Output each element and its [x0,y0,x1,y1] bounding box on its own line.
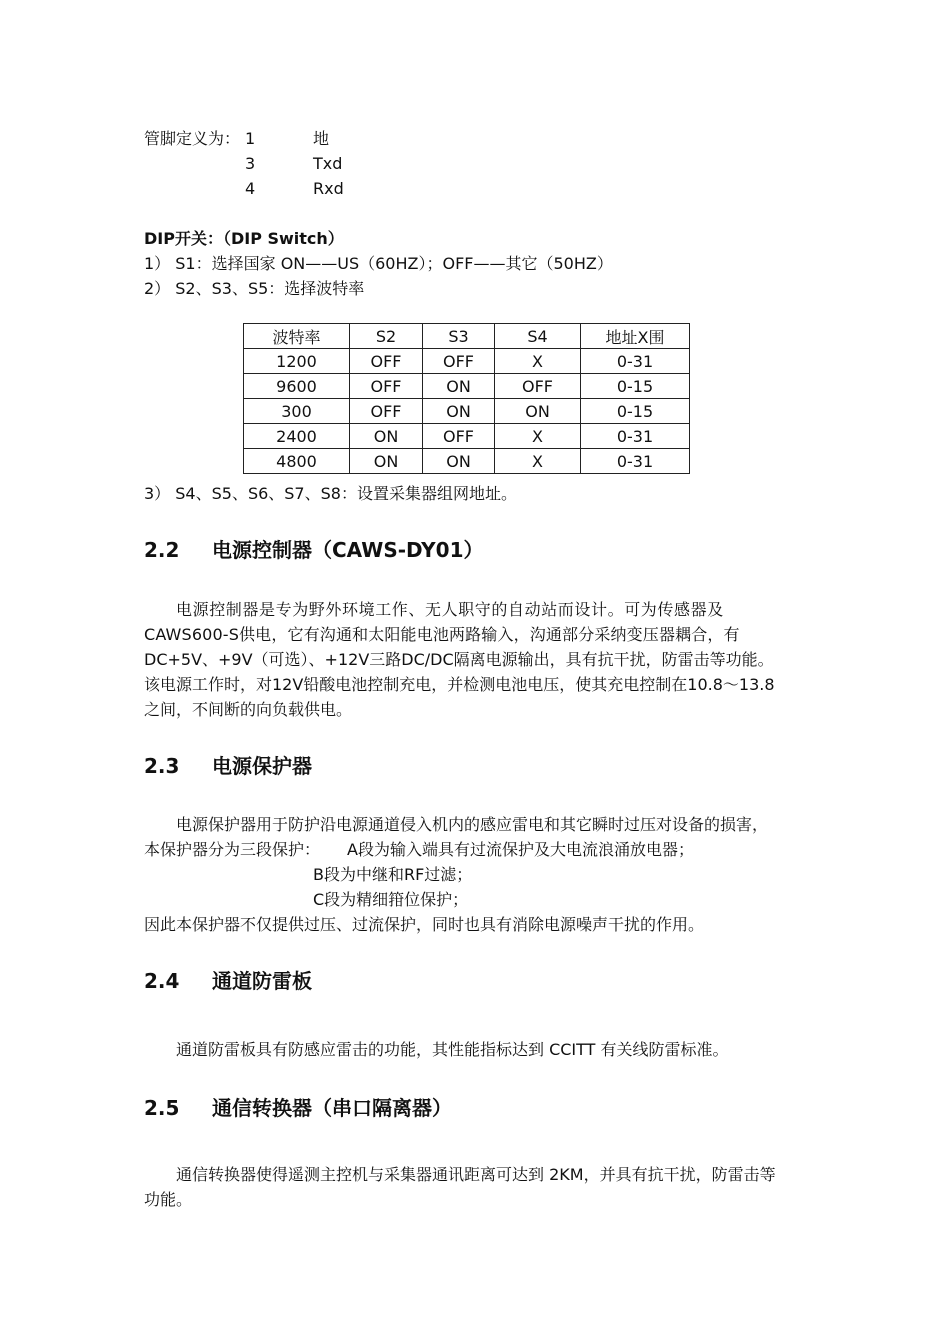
table-row [244,424,690,449]
section-heading [144,968,312,994]
table-cell: 0-31 [581,449,690,474]
pin-desc: Rxd [313,179,344,198]
paragraph-line: DC+5V、+9V（可选）、+12V三路DC/DC隔离电源输出，具有抗干扰，防雷击等功能。 [144,650,774,669]
table-row [244,449,690,474]
table-cell: X [495,424,581,449]
table-row [244,349,690,374]
paragraph-line: C段为精细箝位保护； [313,890,469,909]
section-number: 2.5 [144,1096,180,1120]
table-cell: X [495,349,581,374]
table-cell: ON [423,374,495,399]
table-cell: 300 [244,399,350,424]
pin-desc: Txd [313,154,343,173]
table-header-cell: S3 [423,324,495,349]
pin-number: 1 [245,129,256,148]
table-cell: ON [423,449,495,474]
section-title: 电源控制器（CAWS-DY01） [212,538,484,562]
section-heading [144,1095,452,1121]
dip-item-1: 1） S1：选择国家 ON——US（60HZ）；OFF——其它（50HZ） [144,254,613,273]
table-row [244,399,690,424]
paragraph-line: 功能。 [144,1190,193,1209]
table-cell: 1200 [244,349,350,374]
table-header-cell: S4 [495,324,581,349]
table-header-cell: 波特率 [244,324,350,349]
table-header-cell: 地址X围 [581,324,690,349]
table-cell: X [495,449,581,474]
paragraph-line: 通信转换器使得遥测主控机与采集器通讯距离可达到 2KM，并具有抗干扰，防雷击等 [176,1165,776,1184]
paragraph-line: 电源保护器用于防护沿电源通道侵入机内的感应雷电和其它瞬时过压对设备的损害， [176,815,769,834]
section-number: 2.4 [144,969,180,993]
table-cell: ON [423,399,495,424]
table-cell: ON [350,449,423,474]
pin-label: 管脚定义为： [144,129,241,148]
table-cell: OFF [350,399,423,424]
paragraph-line: 之间，不间断的向负载供电。 [144,700,353,719]
table-cell: 4800 [244,449,350,474]
section-heading [144,753,312,779]
dip-item-3: 3） S4、S5、S6、S7、S8：设置采集器组网地址。 [144,484,517,503]
paragraph-line: 本保护器分为三段保护： [144,840,321,859]
table-cell: 2400 [244,424,350,449]
table-header-row [244,324,690,349]
section-title: 电源保护器 [212,754,312,778]
dip-title: DIP开关：（DIP Switch） [144,229,344,248]
table-cell: 0-15 [581,374,690,399]
dip-item-2: 2） S2、S3、S5：选择波特率 [144,279,365,298]
paragraph-line: 因此本保护器不仅提供过压、过流保护，同时也具有消除电源噪声干扰的作用。 [144,915,705,934]
section-body [144,597,816,722]
section-title: 通道防雷板 [212,969,312,993]
table-cell: 9600 [244,374,350,399]
paragraph-line: 通道防雷板具有防感应雷击的功能，其性能指标达到 CCITT 有关线防雷标准。 [176,1040,729,1059]
baud-rate-table [243,323,690,474]
table-cell: 0-31 [581,424,690,449]
paragraph-line: B段为中继和RF过滤； [313,865,473,884]
paragraph-line: CAWS600-S供电，它有沟通和太阳能电池两路输入，沟通部分采纳变压器耦合，有 [144,625,740,644]
section-title: 通信转换器（串口隔离器） [212,1096,452,1120]
table-cell: 0-31 [581,349,690,374]
table-row [244,374,690,399]
table-cell: OFF [423,349,495,374]
table-cell: 0-15 [581,399,690,424]
table-cell: OFF [423,424,495,449]
section-heading [144,537,483,563]
table-header-cell: S2 [350,324,423,349]
paragraph-line: 电源控制器是专为野外环境工作、无人职守的自动站而设计。可为传感器及 [176,600,724,619]
table-cell: OFF [495,374,581,399]
table-cell: ON [350,424,423,449]
table-cell: OFF [350,374,423,399]
table-cell: OFF [350,349,423,374]
paragraph-line: 该电源工作时，对12V铅酸电池控制充电，并检测电池电压，使其充电控制在10.8～13.8 [144,675,775,694]
pin-desc: 地 [313,129,330,148]
section-number: 2.3 [144,754,180,778]
table-cell: ON [495,399,581,424]
pin-number: 4 [245,179,256,198]
section-number: 2.2 [144,538,180,562]
pin-number: 3 [245,154,256,173]
paragraph-line: A段为输入端具有过流保护及大电流浪涌放电器； [347,840,694,859]
